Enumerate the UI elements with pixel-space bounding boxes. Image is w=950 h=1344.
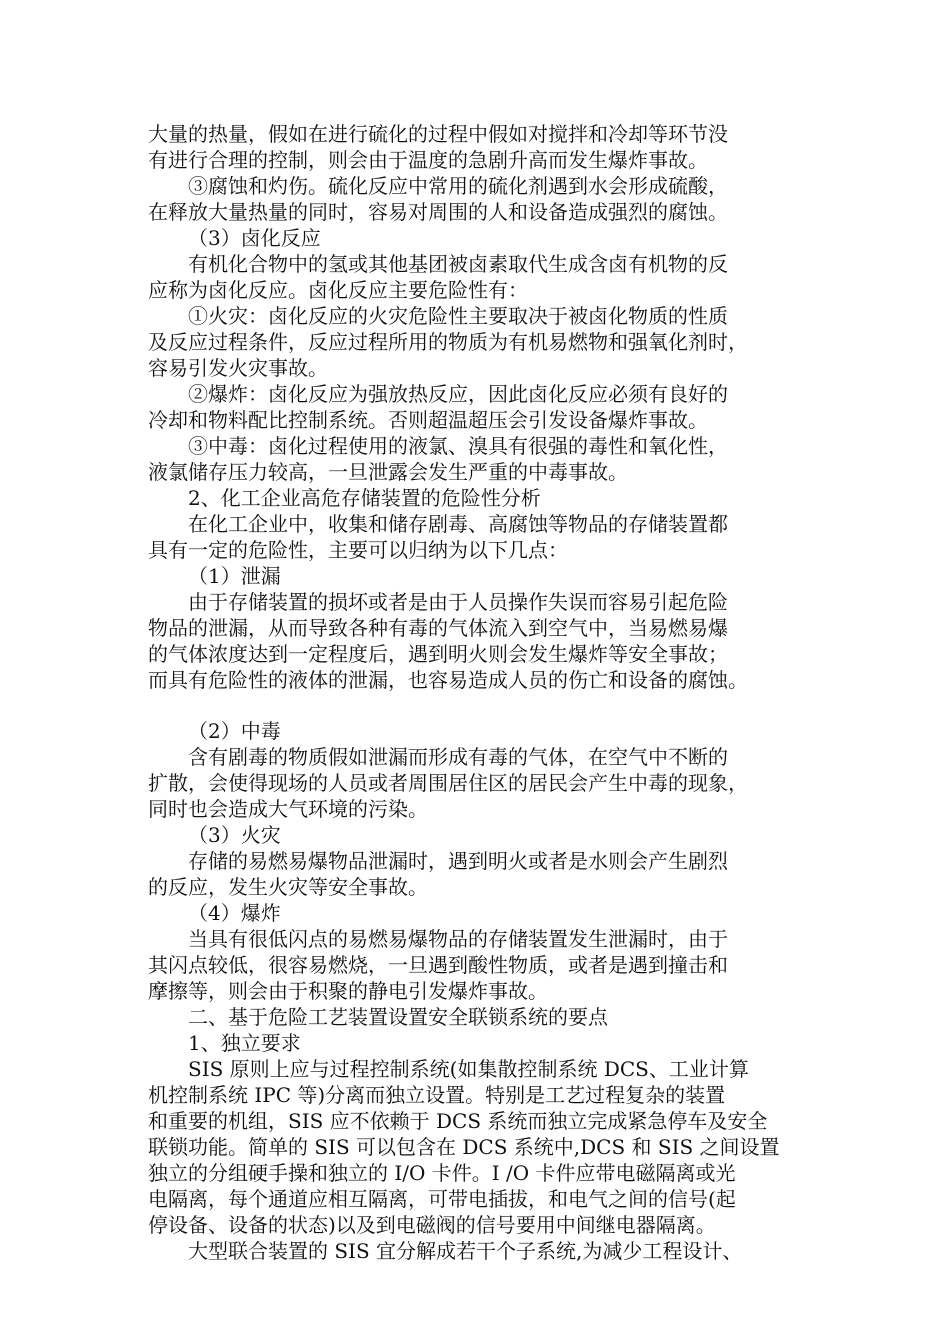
text-line: 摩擦等，则会由于积聚的静电引发爆炸事故。 xyxy=(148,979,548,1003)
text-line: 容易引发火灾事故。 xyxy=(148,356,328,380)
text-line: 联锁功能。简单的 SIS 可以包含在 DCS 系统中,DCS 和 SIS 之间设置 xyxy=(148,1135,780,1159)
text-line: 大型联合装置的 SIS 宜分解成若干个子系统,为减少工程设计、 xyxy=(188,1239,743,1263)
text-line: 停设备、设备的状态)以及到电磁阀的信号要用中间继电器隔离。 xyxy=(148,1213,716,1237)
text-line: 扩散，会使得现场的人员或者周围居住区的居民会产生中毒的现象， xyxy=(148,771,748,795)
text-line: 存储的易燃易爆物品泄漏时，遇到明火或者是水则会产生剧烈 xyxy=(188,849,728,873)
section-heading: （3）卤化反应 xyxy=(188,226,321,250)
text-line: 而具有危险性的液体的泄漏，也容易造成人员的伤亡和设备的腐蚀。 xyxy=(148,668,748,692)
text-line: 电隔离，每个通道应相互隔离，可带电插拔，和电气之间的信号(起 xyxy=(148,1187,736,1211)
section-heading: 1、独立要求 xyxy=(188,1031,301,1055)
text-line: 当具有很低闪点的易燃易爆物品的存储装置发生泄漏时，由于 xyxy=(188,927,728,951)
section-heading: 2、化工企业高危存储装置的危险性分析 xyxy=(188,486,541,510)
text-line: 液氯储存压力较高，一旦泄露会发生严重的中毒事故。 xyxy=(148,460,628,484)
paragraph-gap xyxy=(148,693,808,718)
text-line: 机控制系统 IPC 等)分离而独立设置。特别是工艺过程复杂的装置 xyxy=(148,1083,726,1107)
text-line: SIS 原则上应与过程控制系统(如集散控制系统 DCS、工业计算 xyxy=(188,1057,749,1081)
text-line: 同时也会造成大气环境的污染。 xyxy=(148,797,428,821)
text-line: 冷却和物料配比控制系统。否则超温超压会引发设备爆炸事故。 xyxy=(148,408,708,432)
text-line: 其闪点较低，很容易燃烧，一旦遇到酸性物质，或者是遇到撞击和 xyxy=(148,953,728,977)
text-line: ②爆炸：卤化反应为强放热反应，因此卤化反应必须有良好的 xyxy=(188,382,728,406)
text-line: ③中毒：卤化过程使用的液氯、溴具有很强的毒性和氧化性， xyxy=(188,434,728,458)
text-line: 含有剧毒的物质假如泄漏而形成有毒的气体，在空气中不断的 xyxy=(188,745,728,769)
text-line: 的气体浓度达到一定程度后，遇到明火则会发生爆炸等安全事故； xyxy=(148,642,728,666)
text-line: 的反应，发生火灾等安全事故。 xyxy=(148,875,428,899)
text-line: 及反应过程条件，反应过程所用的物质为有机易燃物和强氧化剂时， xyxy=(148,330,748,354)
text-line: ①火灾：卤化反应的火灾危险性主要取决于被卤化物质的性质 xyxy=(188,304,728,328)
section-heading: （1）泄漏 xyxy=(188,564,281,588)
text-line: 有进行合理的控制，则会由于温度的急剧升高而发生爆炸事故。 xyxy=(148,148,708,172)
text-line: 物品的泄漏，从而导致各种有毒的气体流入到空气中，当易燃易爆 xyxy=(148,616,728,640)
text-line: 在化工企业中，收集和储存剧毒、高腐蚀等物品的存储装置都 xyxy=(188,512,728,536)
section-heading: 二、基于危险工艺装置设置安全联锁系统的要点 xyxy=(188,1005,608,1029)
text-line: 有机化合物中的氢或其他基团被卤素取代生成含卤有机物的反 xyxy=(188,252,728,276)
text-line: ③腐蚀和灼伤。硫化反应中常用的硫化剂遇到水会形成硫酸， xyxy=(188,174,728,198)
text-line: 在释放大量热量的同时，容易对周围的人和设备造成强烈的腐蚀。 xyxy=(148,200,728,224)
text-line: 独立的分组硬手操和独立的 I/O 卡件。I /O 卡件应带电磁隔离或光 xyxy=(148,1161,736,1185)
section-heading: （3）火灾 xyxy=(188,823,281,847)
section-heading: （2）中毒 xyxy=(188,719,281,743)
text-line: 大量的热量，假如在进行硫化的过程中假如对搅拌和冷却等环节没 xyxy=(148,122,728,146)
text-line: 和重要的机组，SIS 应不依赖于 DCS 系统而独立完成紧急停车及安全 xyxy=(148,1109,768,1133)
section-heading: （4）爆炸 xyxy=(188,901,281,925)
text-line: 应称为卤化反应。卤化反应主要危险性有： xyxy=(148,278,528,302)
text-line: 具有一定的危险性，主要可以归纳为以下几点： xyxy=(148,538,568,562)
text-line: 由于存储装置的损坏或者是由于人员操作失误而容易引起危险 xyxy=(188,590,728,614)
document-body xyxy=(148,121,808,1264)
